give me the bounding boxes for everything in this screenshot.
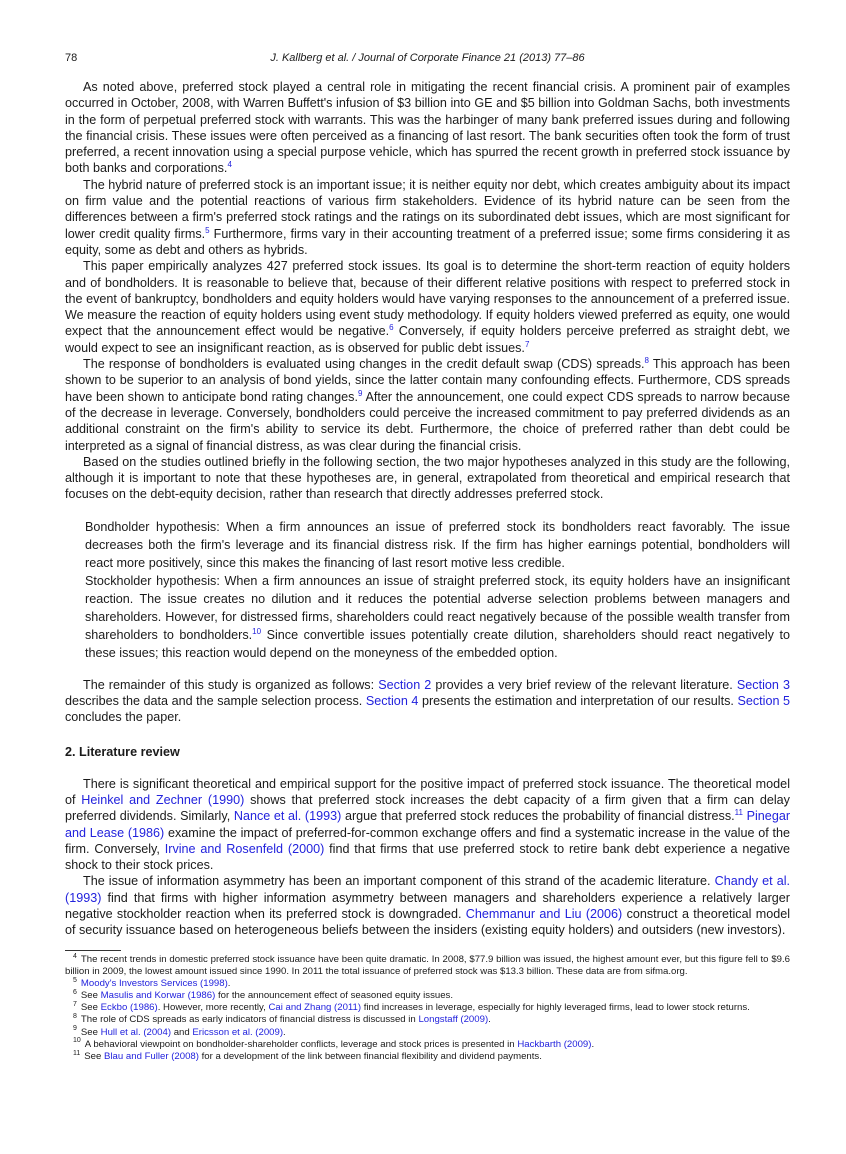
text-run: See xyxy=(84,1050,105,1062)
text-run: There is significant theoretical and empirical support for the positive impact of preferred stock issuance. The theoretical model of xyxy=(65,776,790,807)
footnote-marker: 9 xyxy=(73,1025,77,1033)
footnote-marker[interactable]: 9 xyxy=(357,388,363,398)
paragraph xyxy=(85,518,790,572)
footnote-marker[interactable]: 8 xyxy=(644,355,649,365)
text-run: The response of bondholders is evaluated using changes in the credit default swap (CDS) spreads. xyxy=(83,357,645,372)
paragraph xyxy=(65,356,790,454)
citation-link[interactable]: Masulis and Korwar (1986) xyxy=(100,990,216,1002)
text-run: See xyxy=(80,1026,101,1038)
footnote xyxy=(65,1002,790,1014)
citation-link[interactable]: Irvine and Rosenfeld (2000) xyxy=(164,841,325,856)
citation-link[interactable]: Nance et al. (1993) xyxy=(233,809,342,824)
text-run: This paper empirically analyzes 427 preferred stock issues. Its goal is to determine the short-term reaction of equity holders and of bondholders. It is reasonable to believe that, because of their different relative positions with respect to preferred stock in the event of bankruptcy, bondholders and equity holders would have varying responses to the announcement of a preferred issue. We measure the reaction of equity holders using event study methodology. If equity holders viewed preferred as equity, one would expect that the announcement effect would be negative. xyxy=(65,259,790,339)
citation-link[interactable]: Section 3 xyxy=(736,677,790,692)
paragraph xyxy=(65,454,790,503)
text-run: Since convertible issues potentially create dilution, shareholders should react negatively to these issues; this reaction would depend on the moneyness of the embedded option. xyxy=(85,627,790,660)
text-run: shows that preferred stock increases the debt capacity of a firm given that a firm can delay preferred dividends. Similarly, xyxy=(65,792,790,824)
footnote xyxy=(65,1039,790,1051)
text-run: Furthermore, firms vary in their accounting treatment of a preferred issue; some firms considering it as equity, some as debt and others as hybrids. xyxy=(65,226,790,257)
footnote xyxy=(65,978,790,990)
footnote-marker: 11 xyxy=(73,1049,81,1057)
footnote-marker: 4 xyxy=(73,952,77,960)
footnote xyxy=(65,990,790,1002)
text-run: Based on the studies outlined briefly in the following section, the two major hypotheses analyzed in this study are the following, although it is important to note that these hypotheses are, in general, extrapolated from theoretical and empirical research that focuses on the debt-equity decision, rather than research that directly addresses preferred stock. xyxy=(65,454,790,502)
footnote-marker[interactable]: 10 xyxy=(252,626,262,636)
text-run: The role of CDS spreads as early indicators of financial distress is discussed in xyxy=(80,1014,419,1026)
text-run: construct a theoretical model of security issuance based on heterogeneous beliefs between the insiders (existing equity holders) and outsiders (new investors). xyxy=(65,906,791,938)
text-run: and xyxy=(171,1026,193,1038)
text-run: Bondholder hypothesis: When a firm announces an issue of preferred stock its bondholders react favorably. The issue decreases both the firm's leverage and its financial distress risk. If the firm has higher earnings potential, bondholders will react more positively, since this makes the financing of last resort motive less credible. xyxy=(85,519,790,570)
text-run: See xyxy=(80,1002,101,1014)
text-run: describes the data and the sample selection process. xyxy=(65,694,366,709)
hypotheses-block xyxy=(65,518,790,662)
text-run: The remainder of this study is organized as follows: xyxy=(83,677,379,692)
citation-link[interactable]: Hull et al. (2004) xyxy=(100,1026,172,1038)
text-run: The issue of information asymmetry has been an important component of this strand of the academic literature. xyxy=(83,874,715,889)
citation-link[interactable]: Pinegar and Lease (1986) xyxy=(65,809,791,840)
paragraph xyxy=(65,258,790,356)
organization-paragraph xyxy=(65,677,790,726)
text-run: for the announcement effect of seasoned equity issues. xyxy=(215,990,454,1002)
citation-link[interactable]: Longstaff (2009) xyxy=(418,1014,489,1026)
paragraph xyxy=(85,572,790,662)
text-run: The hybrid nature of preferred stock is an important issue; it is neither equity nor debt, which creates ambiguity about its impact on firm value and the potential reactions of various firm stakeholders. Evidence of its hybrid nature can be seen from the differences between a firm's preferred stock ratings and the ratings on its subordinated debt issues, which are most significant for lower credit quality firms. xyxy=(65,177,790,241)
citation-link[interactable]: Eckbo (1986) xyxy=(100,1002,158,1014)
text-run: examine the impact of preferred-for-common exchange offers and find a systematic increase in the value of the firm. Conversely, xyxy=(65,825,790,856)
text-run: . xyxy=(283,1026,286,1038)
footnote-marker: 5 xyxy=(73,977,77,984)
text-run: find that firms that use preferred stock to retire bank debt experience a negative shock to their stock prices. xyxy=(65,841,790,873)
footnote xyxy=(65,1014,790,1026)
text-run: Conversely, if equity holders perceive preferred as straight debt, we would expect to see an insignificant reaction, as is observed for public debt issues. xyxy=(65,324,790,355)
body-column xyxy=(65,79,790,939)
text-run: . xyxy=(591,1038,595,1050)
footnote-marker: 6 xyxy=(73,989,77,997)
footnote xyxy=(65,1051,790,1063)
footnote-marker[interactable]: 5 xyxy=(205,225,210,235)
intro-section xyxy=(65,79,790,503)
text-run: Stockholder hypothesis: When a firm announces an issue of straight preferred stock, its equity holders have an insignificant reaction. The issue creates no dilution and it reduces the potential adverse selection problems between managers and shareholders. However, for distressed firms, shareholders could react negatively because of the possible wealth transfer from shareholders to bondholders. xyxy=(85,573,790,642)
text-run: . xyxy=(227,978,231,990)
paragraph xyxy=(65,776,790,874)
footnotes xyxy=(65,954,790,1063)
paragraph xyxy=(65,79,790,177)
text-run: find increases in leverage, especially for highly leveraged firms, lead to lower stock returns. xyxy=(361,1002,750,1014)
text-run: provides a very brief review of the relevant literature. xyxy=(431,677,737,692)
footnote-marker: 8 xyxy=(73,1013,77,1021)
text-run: The recent trends in domestic preferred stock issuance have been quite dramatic. In 2008, $77.9 billion was issued, the highest amount ever, but this figure fell to $9.6 billion in 2009, the lowest amount issued since 1990. In 2011 the total issuance of preferred stock was $13.3 billion. These data are from sifma.org. xyxy=(65,954,790,978)
text-run: for a development of the link between financial flexibility and dividend payments. xyxy=(198,1050,542,1062)
citation-link[interactable]: Section 4 xyxy=(365,694,419,709)
text-run: concludes the paper. xyxy=(65,710,182,725)
footnote-divider xyxy=(65,950,121,951)
page-header xyxy=(65,52,790,68)
text-run: A behavioral viewpoint on bondholder-shareholder conflicts, leverage and stock prices is presented in xyxy=(84,1038,518,1050)
paragraph xyxy=(65,177,790,258)
footnote-marker: 7 xyxy=(73,1001,77,1009)
citation-link[interactable]: Section 2 xyxy=(378,677,432,692)
paragraph xyxy=(65,677,790,726)
citation-link[interactable]: Chemmanur and Liu (2006) xyxy=(465,906,623,921)
text-run: See xyxy=(80,990,101,1002)
text-run: . However, more recently, xyxy=(157,1002,269,1014)
text-run: . xyxy=(488,1014,491,1026)
page-number: 78 xyxy=(65,52,78,64)
paragraph xyxy=(65,873,790,938)
footnote-marker[interactable]: 11 xyxy=(734,808,743,818)
citation-link[interactable]: Hackbarth (2009) xyxy=(517,1038,592,1050)
citation-link[interactable]: Ericsson et al. (2009) xyxy=(192,1026,284,1038)
text-run: presents the estimation and interpretation of our results. xyxy=(418,694,738,709)
text-run: argue that preferred stock reduces the probability of financial distress. xyxy=(341,809,735,824)
running-head: J. Kallberg et al. / Journal of Corporate Finance 21 (2013) 77–86 xyxy=(270,52,585,64)
footnote-marker[interactable]: 4 xyxy=(227,160,232,170)
citation-link[interactable]: Heinkel and Zechner (1990) xyxy=(81,792,245,807)
text-run: This approach has been shown to be superior to an analysis of bond yields, since the latter contain many confounding effects. Furthermore, CDS spreads have been shown to anticipate bond rating changes. xyxy=(65,357,790,404)
footnote xyxy=(65,954,790,978)
text-run: find that firms with higher information asymmetry between managers and shareholders experience a relatively larger negative stockholder reaction when its preferred stock is downgraded. xyxy=(65,890,790,921)
text-run: After the announcement, one could expect CDS spreads to narrow because of the decrease in leverage. Conversely, bondholders could perceive the increased commitment to pay preferred dividends as an additional constraint on the firm's ability to service its debt. Furthermore, the choice of preferred rather than debt could be interpreted as a signal of financial distress, as was clear during the financial crisis. xyxy=(65,389,790,453)
citation-link[interactable]: Blau and Fuller (2008) xyxy=(104,1050,199,1062)
citation-link[interactable]: Cai and Zhang (2011) xyxy=(268,1002,362,1014)
footnote-marker[interactable]: 7 xyxy=(524,339,530,349)
section-heading: 2. Literature review xyxy=(65,744,180,759)
citation-link[interactable]: Chandy et al. (1993) xyxy=(65,874,790,905)
text-run: As noted above, preferred stock played a central role in mitigating the recent financial crisis. A prominent pair of examples occurred in October, 2008, with Warren Buffett's infusion of $3 billion into GE and $5 billion into Goldman Sachs, both investments in the form of perpetual preferred stock with warrants. This was the harbinger of many bank preferred issues during and following the financial crisis. These issues were often perceived as a financing of last resort. The bank securities often took the form of trust preferred, a recent innovation using a special purpose vehicle, which has spurred the recent growth in preferred stock issuance by both banks and corporations. xyxy=(65,80,790,176)
footnote xyxy=(65,1027,790,1039)
literature-section xyxy=(65,776,790,939)
citation-link[interactable]: Section 5 xyxy=(737,694,791,709)
footnote-marker[interactable]: 6 xyxy=(389,323,394,333)
footnote-marker: 10 xyxy=(73,1037,81,1045)
citation-link[interactable]: Moody's Investors Services (1998) xyxy=(80,978,228,990)
